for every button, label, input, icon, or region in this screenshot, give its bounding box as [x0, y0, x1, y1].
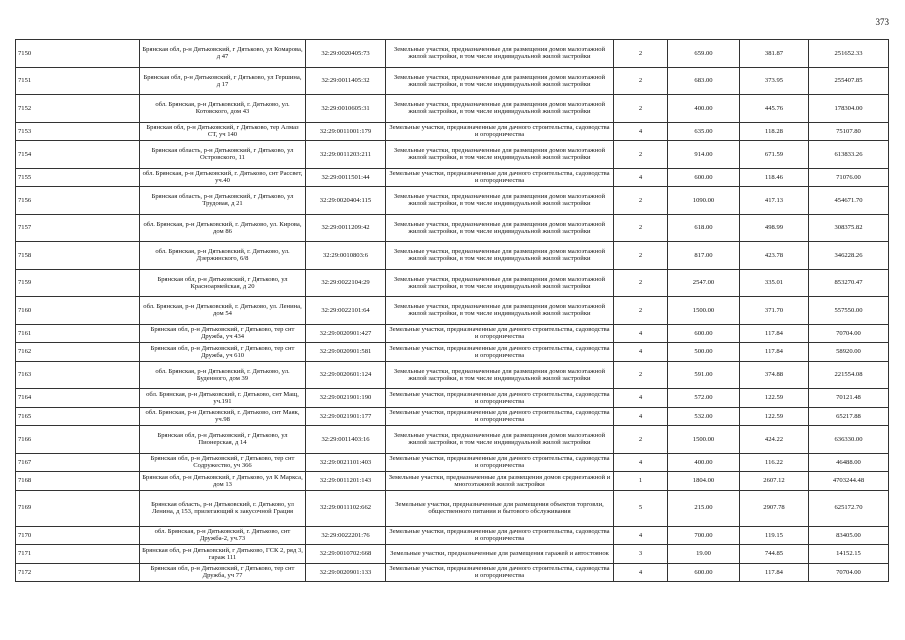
specific-value-cell: 122.59 — [740, 407, 809, 426]
specific-value-cell: 117.84 — [740, 324, 809, 343]
cadastral-number-cell: 32:29:0011203:211 — [306, 141, 386, 169]
cadastral-number-cell: 32:29:0011201:143 — [306, 472, 386, 491]
cadastral-value-cell: 70704.00 — [809, 324, 889, 343]
cadastral-number-cell: 32:29:0010605:31 — [306, 95, 386, 123]
address-cell: Брянская обл, р-н Дятьковский, г Дятьково, ул К Маркса, дом 13 — [140, 472, 306, 491]
cadastral-number-cell: 32:29:0010803:6 — [306, 242, 386, 270]
table-row — [16, 242, 889, 270]
group-cell: 2 — [614, 141, 668, 169]
specific-value-cell: 122.59 — [740, 389, 809, 408]
area-cell: 659.00 — [668, 40, 740, 68]
area-cell: 215.00 — [668, 490, 740, 526]
land-use-cell: Земельные участки, предназначенные для размещения домов малоэтажной жилой застройки, в том числе индивидуальной жилой застройки — [386, 242, 614, 270]
group-cell: 4 — [614, 343, 668, 362]
specific-value-cell: 374.88 — [740, 361, 809, 389]
group-cell: 2 — [614, 426, 668, 454]
group-cell: 2 — [614, 214, 668, 242]
land-use-cell: Земельные участки, предназначенные для размещения домов малоэтажной жилой застройки, в том числе индивидуальной жилой застройки — [386, 297, 614, 325]
specific-value-cell: 335.01 — [740, 269, 809, 297]
cadastral-value-cell: 71076.00 — [809, 168, 889, 187]
land-use-cell: Земельные участки, предназначенные для дачного строительства, садоводства и огородничества — [386, 122, 614, 141]
group-cell: 4 — [614, 324, 668, 343]
cadastral-number-cell: 32:29:0010702:668 — [306, 545, 386, 564]
land-use-cell: Земельные участки, предназначенные для размещения домов малоэтажной жилой застройки, в том числе индивидуальной жилой застройки — [386, 141, 614, 169]
table-row — [16, 214, 889, 242]
cadastral-value-cell: 221554.08 — [809, 361, 889, 389]
cadastral-number-cell: 32:29:0011403:16 — [306, 426, 386, 454]
specific-value-cell: 371.70 — [740, 297, 809, 325]
area-cell: 600.00 — [668, 168, 740, 187]
specific-value-cell: 117.84 — [740, 343, 809, 362]
land-use-cell: Земельные участки, предназначенные для размещения домов малоэтажной жилой застройки, в том числе индивидуальной жилой застройки — [386, 67, 614, 95]
table-row — [16, 472, 889, 491]
cadastral-value-cell: 308375.82 — [809, 214, 889, 242]
area-cell: 817.00 — [668, 242, 740, 270]
address-cell: Брянская область, р-н Дятьковский, г. Дятьково, ул Ленина, д 153, прилегающий к закусочной Грация — [140, 490, 306, 526]
row-number: 7160 — [16, 297, 140, 325]
row-number: 7159 — [16, 269, 140, 297]
cadastral-value-cell: 636330.00 — [809, 426, 889, 454]
address-cell: Брянская обл, р-н Дятьковский, г Дятьково, ул Комарова, д 47 — [140, 40, 306, 68]
area-cell: 572.00 — [668, 389, 740, 408]
land-use-cell: Земельные участки, предназначенные для размещения объектов торговли, общественного питания и бытового обслуживания — [386, 490, 614, 526]
group-cell: 4 — [614, 563, 668, 582]
address-cell: обл. Брянская, р-н Дятьковский, г. Дятьково, снт Рассвет, уч.40 — [140, 168, 306, 187]
cadastral-number-cell: 32:29:0021901:177 — [306, 407, 386, 426]
row-number: 7151 — [16, 67, 140, 95]
cadastral-number-cell: 32:29:0022101:64 — [306, 297, 386, 325]
specific-value-cell: 119.15 — [740, 526, 809, 545]
cadastral-value-cell: 613833.26 — [809, 141, 889, 169]
address-cell: Брянская обл, р-н Дятьковский, г Дятьково, ул Красноармейская, д 20 — [140, 269, 306, 297]
area-cell: 600.00 — [668, 324, 740, 343]
cadastral-value-cell: 4703244.48 — [809, 472, 889, 491]
group-cell: 4 — [614, 526, 668, 545]
specific-value-cell: 116.22 — [740, 453, 809, 472]
cadastral-number-cell: 32:29:0020405:73 — [306, 40, 386, 68]
cadastral-value-cell: 346228.26 — [809, 242, 889, 270]
table-row — [16, 389, 889, 408]
area-cell: 532.00 — [668, 407, 740, 426]
land-use-cell: Земельные участки, предназначенные для дачного строительства, садоводства и огородничества — [386, 389, 614, 408]
row-number: 7153 — [16, 122, 140, 141]
group-cell: 4 — [614, 389, 668, 408]
row-number: 7154 — [16, 141, 140, 169]
area-cell: 618.00 — [668, 214, 740, 242]
table-row — [16, 67, 889, 95]
cadastral-number-cell: 32:29:0020901:581 — [306, 343, 386, 362]
cadastral-number-cell: 32:29:0022201:76 — [306, 526, 386, 545]
address-cell: обл. Брянская, р-н Дятьковский, г. Дятьково, снт Маяк, уч.98 — [140, 407, 306, 426]
table-row — [16, 187, 889, 215]
row-number: 7172 — [16, 563, 140, 582]
group-cell: 2 — [614, 361, 668, 389]
land-use-cell: Земельные участки, предназначенные для размещения домов малоэтажной жилой застройки, в том числе индивидуальной жилой застройки — [386, 214, 614, 242]
address-cell: Брянская обл, р-н Дятьковский, г Дятьково, ул Гершина, д 17 — [140, 67, 306, 95]
land-use-cell: Земельные участки, предназначенные для размещения гаражей и автостоянок — [386, 545, 614, 564]
land-use-cell: Земельные участки, предназначенные для дачного строительства, садоводства и огородничества — [386, 168, 614, 187]
specific-value-cell: 424.22 — [740, 426, 809, 454]
group-cell: 2 — [614, 95, 668, 123]
group-cell: 4 — [614, 168, 668, 187]
group-cell: 3 — [614, 545, 668, 564]
cadastral-value-cell: 70121.48 — [809, 389, 889, 408]
cadastral-value-cell: 65217.88 — [809, 407, 889, 426]
address-cell: Брянская обл, р-н Дятьковский, г Дятьково, ул Пионерская, д 14 — [140, 426, 306, 454]
row-number: 7163 — [16, 361, 140, 389]
area-cell: 2547.00 — [668, 269, 740, 297]
row-number: 7168 — [16, 472, 140, 491]
address-cell: обл. Брянская, р-н Дятьковский, г. Дятьково, ул. Кирова, дом 86 — [140, 214, 306, 242]
cadastral-number-cell: 32:29:0011102:662 — [306, 490, 386, 526]
row-number: 7155 — [16, 168, 140, 187]
cadastral-number-cell: 32:29:0021901:190 — [306, 389, 386, 408]
row-number: 7156 — [16, 187, 140, 215]
specific-value-cell: 373.95 — [740, 67, 809, 95]
cadastral-value-cell: 83405.00 — [809, 526, 889, 545]
specific-value-cell: 445.76 — [740, 95, 809, 123]
land-use-cell: Земельные участки, предназначенные для дачного строительства, садоводства и огородничества — [386, 453, 614, 472]
cadastral-number-cell: 32:29:0022104:29 — [306, 269, 386, 297]
area-cell: 500.00 — [668, 343, 740, 362]
specific-value-cell: 744.85 — [740, 545, 809, 564]
cadastral-value-cell: 14152.15 — [809, 545, 889, 564]
area-cell: 700.00 — [668, 526, 740, 545]
address-cell: Брянская обл, р-н Дятьковский, г Дятьково, тер Алмаз СТ, уч 140 — [140, 122, 306, 141]
row-number: 7162 — [16, 343, 140, 362]
table-row — [16, 40, 889, 68]
group-cell: 2 — [614, 67, 668, 95]
group-cell: 2 — [614, 187, 668, 215]
cadastral-number-cell: 32:29:0011209:42 — [306, 214, 386, 242]
cadastral-value-cell: 251652.33 — [809, 40, 889, 68]
area-cell: 1804.00 — [668, 472, 740, 491]
area-cell: 400.00 — [668, 95, 740, 123]
address-cell: Брянская область, р-н Дятьковский, г Дятьково, ул Островского, 11 — [140, 141, 306, 169]
row-number: 7150 — [16, 40, 140, 68]
area-cell: 19.00 — [668, 545, 740, 564]
specific-value-cell: 498.99 — [740, 214, 809, 242]
address-cell: Брянская обл, р-н Дятьковский, г Дятьково, тер снт Дружба, уч 434 — [140, 324, 306, 343]
land-use-cell: Земельные участки, предназначенные для размещения домов малоэтажной жилой застройки, в том числе индивидуальной жилой застройки — [386, 269, 614, 297]
cadastral-value-cell: 557550.00 — [809, 297, 889, 325]
group-cell: 2 — [614, 297, 668, 325]
row-number: 7171 — [16, 545, 140, 564]
page-number: 373 — [875, 17, 889, 27]
area-cell: 1090.00 — [668, 187, 740, 215]
address-cell: обл. Брянская, р-н Дятьковский, г. Дятьково, ул. Ленина, дом 54 — [140, 297, 306, 325]
group-cell: 5 — [614, 490, 668, 526]
address-cell: обл. Брянская, р-н Дятьковский, г. Дятьково, ул. Дзержинского, 6/8 — [140, 242, 306, 270]
table-row — [16, 490, 889, 526]
address-cell: Брянская обл, р-н Дятьковский, г Дятьково, тер снт Дружба, уч 77 — [140, 563, 306, 582]
table-row — [16, 526, 889, 545]
table-row — [16, 324, 889, 343]
group-cell: 4 — [614, 407, 668, 426]
cadastral-number-cell: 32:29:0020901:427 — [306, 324, 386, 343]
cadastral-number-cell: 32:29:0020404:115 — [306, 187, 386, 215]
row-number: 7165 — [16, 407, 140, 426]
specific-value-cell: 417.13 — [740, 187, 809, 215]
row-number: 7164 — [16, 389, 140, 408]
row-number: 7170 — [16, 526, 140, 545]
specific-value-cell: 671.59 — [740, 141, 809, 169]
cadastral-value-cell: 454671.70 — [809, 187, 889, 215]
table-row — [16, 269, 889, 297]
land-use-cell: Земельные участки, предназначенные для дачного строительства, садоводства и огородничества — [386, 343, 614, 362]
cadastral-value-cell: 255407.85 — [809, 67, 889, 95]
group-cell: 2 — [614, 242, 668, 270]
row-number: 7166 — [16, 426, 140, 454]
table-row — [16, 343, 889, 362]
table-row — [16, 563, 889, 582]
row-number: 7157 — [16, 214, 140, 242]
group-cell: 4 — [614, 453, 668, 472]
cadastral-value-cell: 178304.00 — [809, 95, 889, 123]
specific-value-cell: 2607.12 — [740, 472, 809, 491]
table-row — [16, 95, 889, 123]
specific-value-cell: 117.84 — [740, 563, 809, 582]
address-cell: Брянская обл, р-н Дятьковский, г Дятьково, ГСК 2, ряд 3, гараж 111 — [140, 545, 306, 564]
group-cell: 2 — [614, 269, 668, 297]
table-row — [16, 426, 889, 454]
land-use-cell: Земельные участки, предназначенные для размещения домов малоэтажной жилой застройки, в том числе индивидуальной жилой застройки — [386, 187, 614, 215]
address-cell: Брянская обл, р-н Дятьковский, г Дятьково, тер снт Содружество, уч 366 — [140, 453, 306, 472]
cadastral-number-cell: 32:29:0020601:124 — [306, 361, 386, 389]
table-row — [16, 545, 889, 564]
address-cell: обл. Брянская, р-н Дятьковский, г. Дятьково, снт Дружба-2, уч.73 — [140, 526, 306, 545]
table-row — [16, 361, 889, 389]
cadastral-value-cell: 625172.70 — [809, 490, 889, 526]
cadastral-value-cell: 46488.00 — [809, 453, 889, 472]
address-cell: обл. Брянская, р-н Дятьковский, г. Дятьково, ул. Буденного, дом 39 — [140, 361, 306, 389]
land-use-cell: Земельные участки, предназначенные для размещения домов малоэтажной жилой застройки, в том числе индивидуальной жилой застройки — [386, 361, 614, 389]
row-number: 7152 — [16, 95, 140, 123]
land-use-cell: Земельные участки, предназначенные для дачного строительства, садоводства и огородничества — [386, 324, 614, 343]
cadastral-number-cell: 32:29:0011405:32 — [306, 67, 386, 95]
table-row — [16, 297, 889, 325]
cadastral-number-cell: 32:29:0011501:44 — [306, 168, 386, 187]
address-cell: Брянская обл, р-н Дятьковский, г Дятьково, тер снт Дружба, уч 610 — [140, 343, 306, 362]
group-cell: 1 — [614, 472, 668, 491]
table-body — [16, 40, 889, 582]
area-cell: 635.00 — [668, 122, 740, 141]
area-cell: 600.00 — [668, 563, 740, 582]
area-cell: 400.00 — [668, 453, 740, 472]
area-cell: 591.00 — [668, 361, 740, 389]
address-cell: Брянская область, р-н Дятьковский, г Дятьково, ул Трудовая, д 21 — [140, 187, 306, 215]
area-cell: 1500.00 — [668, 426, 740, 454]
specific-value-cell: 118.28 — [740, 122, 809, 141]
cadastral-value-cell: 75107.80 — [809, 122, 889, 141]
specific-value-cell: 2907.78 — [740, 490, 809, 526]
row-number: 7158 — [16, 242, 140, 270]
row-number: 7161 — [16, 324, 140, 343]
group-cell: 2 — [614, 40, 668, 68]
land-use-cell: Земельные участки, предназначенные для дачного строительства, садоводства и огородничества — [386, 563, 614, 582]
table-row — [16, 168, 889, 187]
address-cell: обл. Брянская, р-н Дятьковский, г. Дятьково, снт Мащ, уч.191 — [140, 389, 306, 408]
row-number: 7167 — [16, 453, 140, 472]
specific-value-cell: 423.78 — [740, 242, 809, 270]
table-row — [16, 453, 889, 472]
area-cell: 683.00 — [668, 67, 740, 95]
cadastral-value-cell: 58920.00 — [809, 343, 889, 362]
land-use-cell: Земельные участки, предназначенные для размещения домов среднеэтажной и многоэтажной жилой застройки — [386, 472, 614, 491]
cadastral-number-cell: 32:29:0011001:179 — [306, 122, 386, 141]
row-number: 7169 — [16, 490, 140, 526]
table-row — [16, 407, 889, 426]
land-use-cell: Земельные участки, предназначенные для размещения домов малоэтажной жилой застройки, в том числе индивидуальной жилой застройки — [386, 426, 614, 454]
cadastral-number-cell: 32:29:0021101:403 — [306, 453, 386, 472]
specific-value-cell: 381.87 — [740, 40, 809, 68]
specific-value-cell: 118.46 — [740, 168, 809, 187]
area-cell: 914.00 — [668, 141, 740, 169]
cadastral-value-table — [15, 39, 889, 582]
address-cell: обл. Брянская, р-н Дятьковский, г. Дятьково, ул. Котовского, дом 43 — [140, 95, 306, 123]
group-cell: 4 — [614, 122, 668, 141]
cadastral-value-cell: 70704.00 — [809, 563, 889, 582]
land-use-cell: Земельные участки, предназначенные для размещения домов малоэтажной жилой застройки, в том числе индивидуальной жилой застройки — [386, 40, 614, 68]
cadastral-value-cell: 853270.47 — [809, 269, 889, 297]
cadastral-number-cell: 32:29:0020901:133 — [306, 563, 386, 582]
area-cell: 1500.00 — [668, 297, 740, 325]
land-use-cell: Земельные участки, предназначенные для размещения домов малоэтажной жилой застройки, в том числе индивидуальной жилой застройки — [386, 95, 614, 123]
land-use-cell: Земельные участки, предназначенные для дачного строительства, садоводства и огородничества — [386, 407, 614, 426]
land-use-cell: Земельные участки, предназначенные для дачного строительства, садоводства и огородничества — [386, 526, 614, 545]
table-row — [16, 122, 889, 141]
table-row — [16, 141, 889, 169]
